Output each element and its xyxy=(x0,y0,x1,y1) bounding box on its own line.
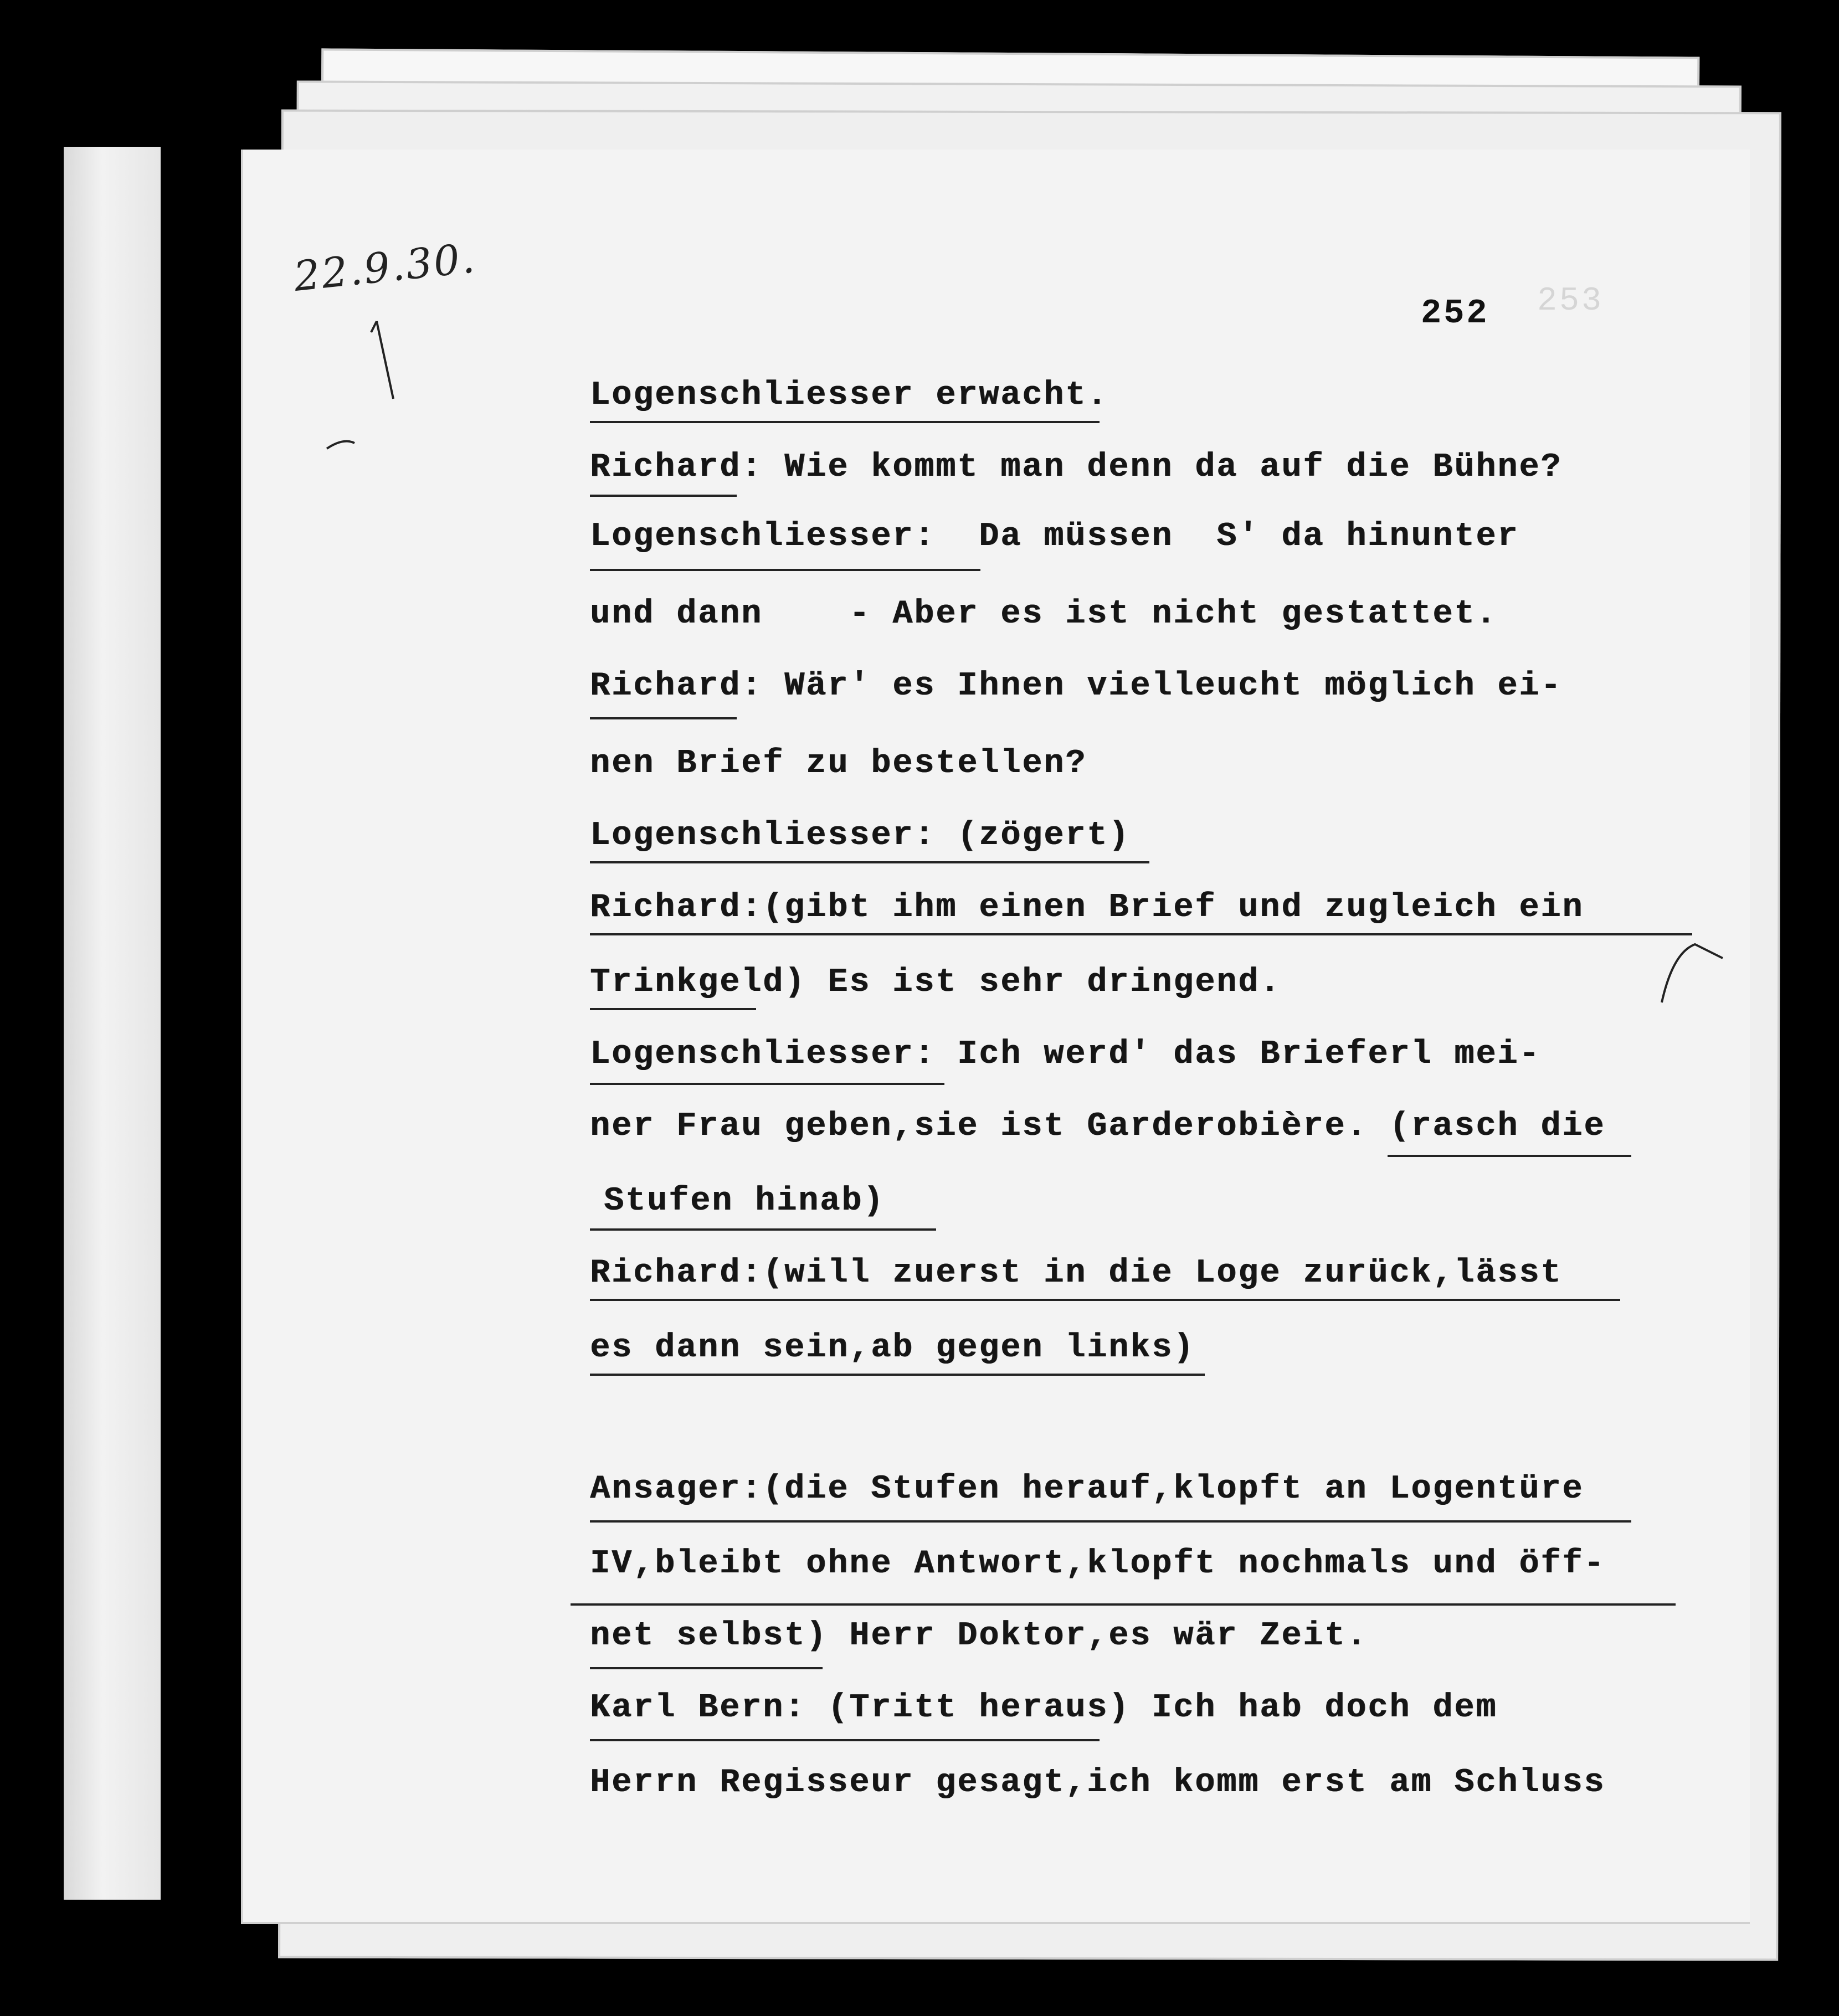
page-number: 252 xyxy=(1421,294,1489,333)
pencil-mark xyxy=(294,310,404,465)
underline xyxy=(590,1667,823,1669)
ghost-page-number: 253 xyxy=(1537,282,1604,320)
underline xyxy=(590,421,1100,423)
underline xyxy=(590,717,737,719)
underline xyxy=(590,933,1692,935)
underline xyxy=(590,1520,1631,1523)
script-line: Richard:(gibt ihm einen Brief und zugleich ein xyxy=(590,889,1584,927)
underline xyxy=(590,569,980,571)
left-paper-strip xyxy=(64,147,161,1900)
underline xyxy=(571,1603,1676,1606)
script-line: Logenschliesser erwacht. xyxy=(590,377,1109,414)
underline xyxy=(590,1228,936,1231)
script-line: Logenschliesser: Da müssen S' da hinunter xyxy=(590,518,1519,556)
script-line: Trinkgeld) Es ist sehr dringend. xyxy=(590,964,1282,1001)
script-line: Logenschliesser: Ich werd' das Brieferl mei- xyxy=(590,1036,1541,1073)
script-line: nen Brief zu bestellen? xyxy=(590,745,1087,783)
underline xyxy=(590,1739,1100,1741)
script-line: Ansager:(die Stufen herauf,klopft an Logentüre xyxy=(590,1470,1584,1508)
script-line: und dann - Aber es ist nicht gestattet. xyxy=(590,595,1498,633)
underline xyxy=(1388,1155,1631,1157)
script-line: es dann sein,ab gegen links) xyxy=(590,1329,1195,1367)
script-line: Richard: Wär' es Ihnen vielleucht möglich ei- xyxy=(590,667,1563,705)
script-line: net selbst) Herr Doktor,es wär Zeit. xyxy=(590,1617,1368,1655)
underline xyxy=(590,1008,756,1010)
pencil-mark xyxy=(1656,936,1734,1008)
script-line: Richard:(will zuerst in die Loge zurück,lässt xyxy=(590,1254,1563,1292)
underline xyxy=(590,861,1149,863)
script-line: Karl Bern: (Tritt heraus) Ich hab doch dem xyxy=(590,1689,1498,1727)
script-line: Stufen hinab) xyxy=(604,1182,885,1220)
underline xyxy=(590,495,737,497)
underline xyxy=(590,1374,1205,1376)
underline xyxy=(590,1299,1620,1301)
script-line: ner Frau geben,sie ist Garderobière. (rasch die xyxy=(590,1108,1606,1145)
script-line: Herrn Regisseur gesagt,ich komm erst am Schluss xyxy=(590,1764,1606,1802)
script-line: IV,bleibt ohne Antwort,klopft nochmals und öff- xyxy=(590,1545,1606,1583)
script-line: Logenschliesser: (zögert) xyxy=(590,817,1131,855)
script-line: Richard: Wie kommt man denn da auf die Bühne? xyxy=(590,449,1563,486)
underline xyxy=(590,1083,944,1085)
handwritten-date: 22.9.30. xyxy=(291,234,479,301)
